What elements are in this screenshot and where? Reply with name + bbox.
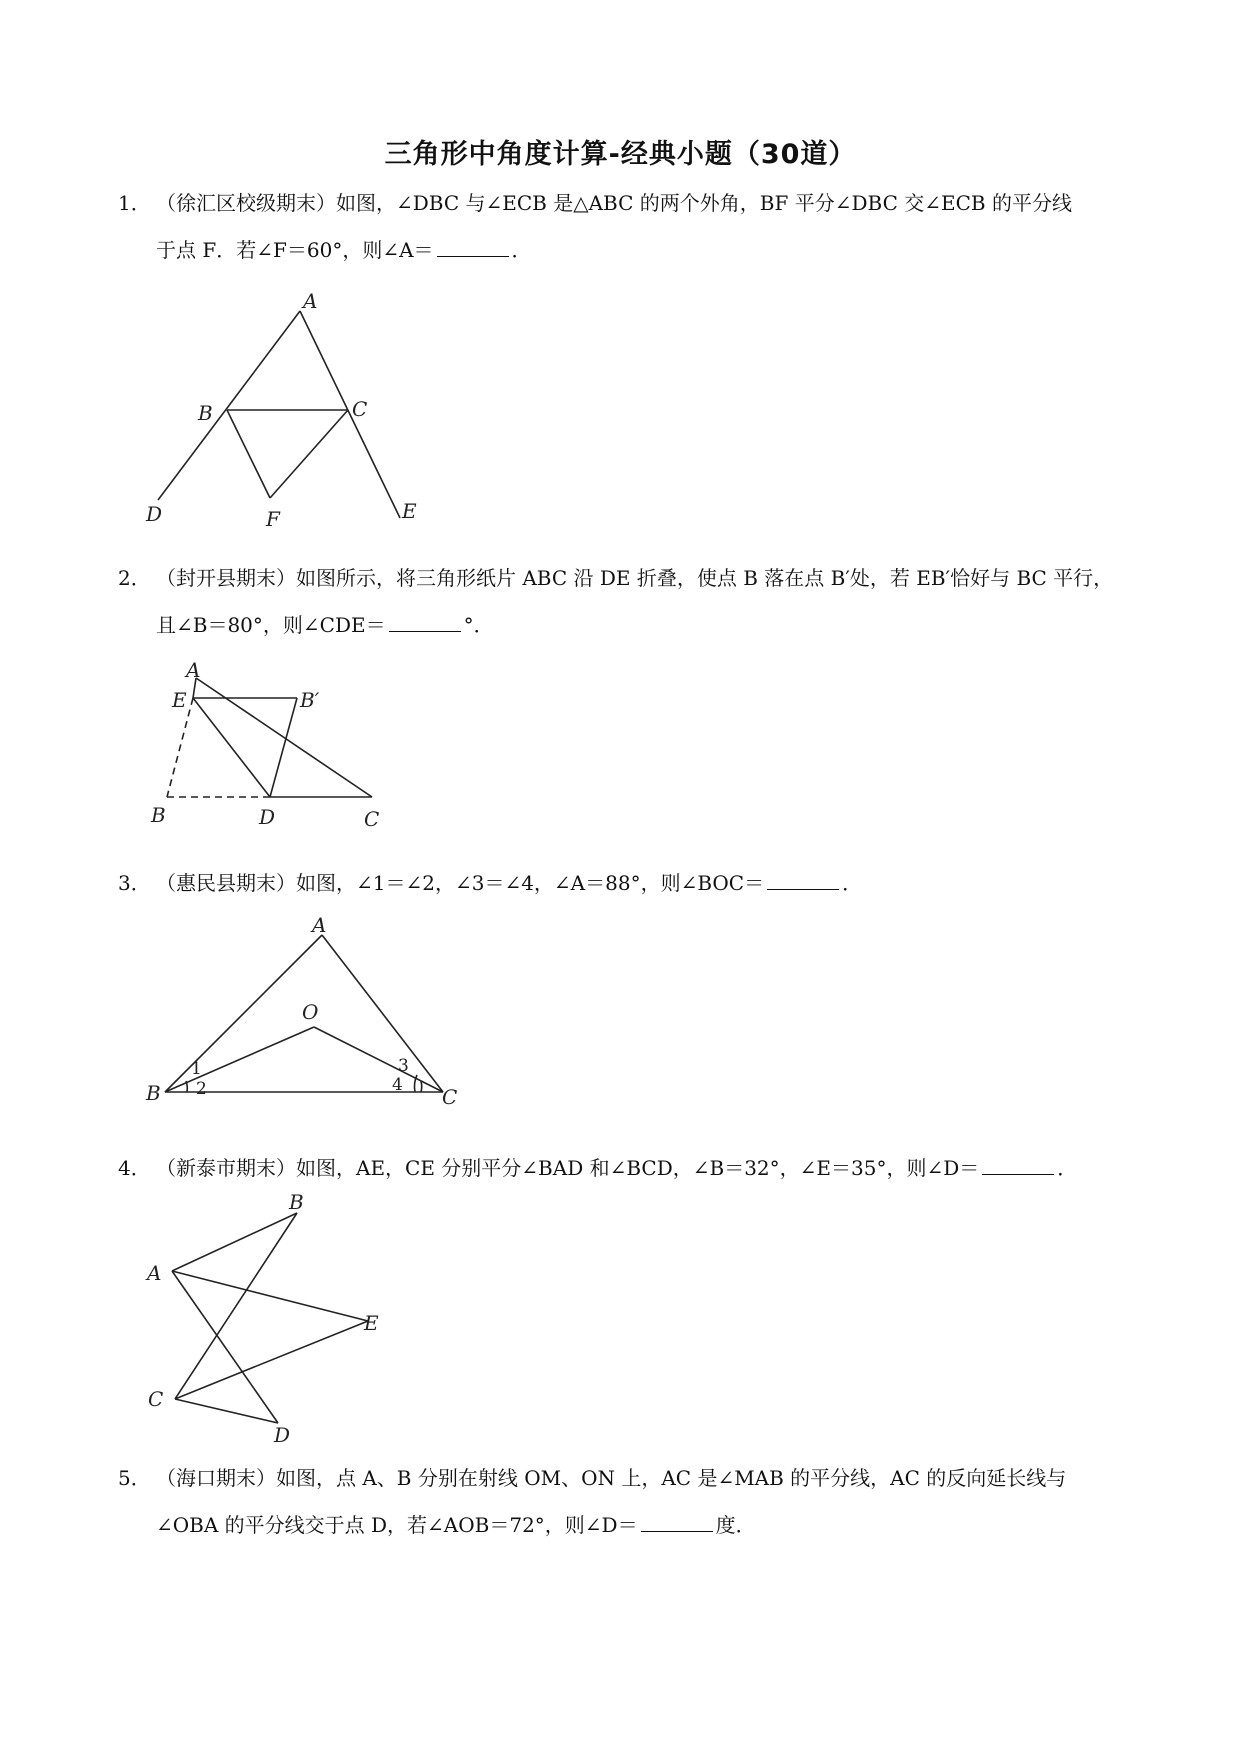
label-B: B <box>289 1190 304 1214</box>
angle-label-3: 3 <box>398 1056 409 1076</box>
label-D: D <box>146 502 163 526</box>
label-B: B <box>151 803 166 827</box>
question-text-line2: ∠OBA 的平分线交于点 D，若∠AOB＝72°，则∠D＝ <box>156 1513 638 1537</box>
question-text-line1: （新泰市期末）如图，AE，CE 分别平分∠BAD 和∠BCD，∠B＝32°，∠E＝35°，则∠D＝ <box>156 1156 980 1180</box>
answer-blank[interactable] <box>641 1513 713 1532</box>
question-text-end: ． <box>842 871 863 895</box>
question-number: 2． <box>118 566 151 590</box>
question-text-line1: （惠民县期末）如图，∠1＝∠2，∠3＝∠4，∠A＝88°，则∠BOC＝ <box>156 871 765 895</box>
label-D: D <box>274 1423 291 1447</box>
page-title: 三角形中角度计算-经典小题（30道） <box>384 139 857 170</box>
label-C: C <box>442 1085 458 1109</box>
label-A: A <box>186 658 201 682</box>
label-C: C <box>364 807 380 831</box>
question-text-end: ． <box>1057 1156 1078 1180</box>
question-number: 4． <box>118 1156 151 1180</box>
question-text-line1: （海口期末）如图，点 A、B 分别在射线 OM、ON 上，AC 是∠MAB 的平分线，AC 的反向延长线与 <box>156 1466 1067 1490</box>
angle-label-4: 4 <box>392 1075 403 1095</box>
label-B: B <box>198 401 213 425</box>
question-text-end: ． <box>511 238 532 262</box>
label-E: E <box>402 499 417 523</box>
question-text-line1: （封开县期末）如图所示，将三角形纸片 ABC 沿 DE 折叠，使点 B 落在点 B′处，若 EB′恰好与 BC 平行， <box>156 566 1114 590</box>
label-A: A <box>147 1261 162 1285</box>
label-D: D <box>259 805 276 829</box>
question-text-line1: （徐汇区校级期末）如图，∠DBC 与∠ECB 是△ABC 的两个外角，BF 平分∠DBC 交∠ECB 的平分线 <box>156 191 1072 215</box>
question-text-end: °． <box>463 613 494 637</box>
question-number: 3． <box>118 871 151 895</box>
label-E: E <box>172 688 187 712</box>
angle-label-2: 2 <box>196 1079 207 1099</box>
label-C: C <box>352 397 368 421</box>
label-B: B <box>146 1081 161 1105</box>
label-O: O <box>302 1000 319 1024</box>
label-B-prime: B′ <box>300 688 320 712</box>
question-text-line2: 于点 F．若∠F＝60°，则∠A＝ <box>156 238 434 262</box>
label-C: C <box>148 1387 164 1411</box>
angle-label-1: 1 <box>191 1059 202 1079</box>
label-A: A <box>312 913 327 937</box>
label-F: F <box>266 507 280 531</box>
question-number: 1． <box>118 191 151 215</box>
label-A: A <box>303 289 318 313</box>
question-number: 5． <box>118 1466 151 1490</box>
label-E: E <box>364 1311 379 1335</box>
question-text-line2: 且∠B＝80°，则∠CDE＝ <box>156 613 386 637</box>
question-5 <box>118 1455 1128 1549</box>
question-text-end: 度． <box>715 1513 756 1537</box>
